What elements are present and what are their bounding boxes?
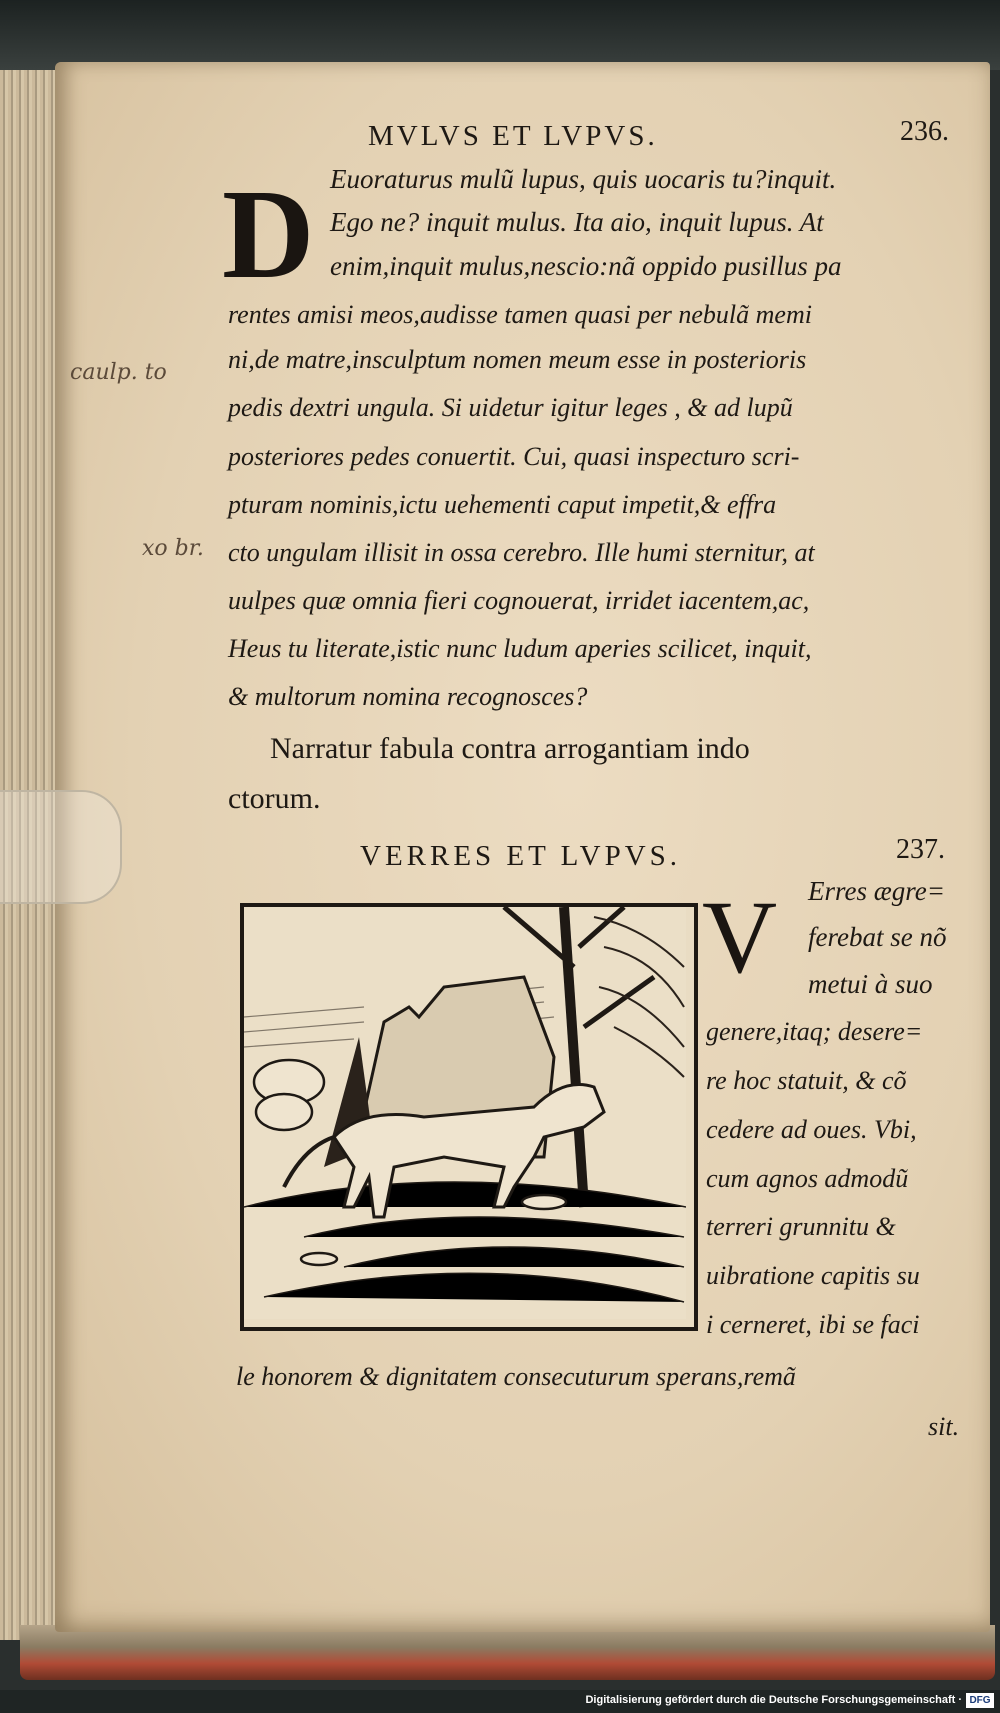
- text-line: Euoraturus mulũ lupus, quis uocaris tu?inquit.: [330, 164, 837, 194]
- text-line: pturam nominis,ictu uehementi caput impetit,& effra: [228, 490, 777, 519]
- margin-note: caulp. to: [70, 360, 167, 385]
- text-line: ferebat se nõ: [808, 922, 947, 952]
- moral-line: Narratur fabula contra arrogantiam indo: [270, 732, 750, 765]
- text-line: cum agnos admodũ: [706, 1164, 909, 1193]
- woodcut-art: [244, 907, 686, 1319]
- dropcap-v: V: [702, 880, 778, 995]
- text-line: terreri grunnitu &: [706, 1212, 896, 1241]
- text-line: rentes amisi meos,audisse tamen quasi per nebulã memi: [228, 300, 812, 329]
- text-line: enim,inquit mulus,nescio:nã oppido pusillus pa: [330, 251, 842, 281]
- text-line: cedere ad oues. Vbi,: [706, 1115, 917, 1144]
- dropcap-d: D: [222, 163, 315, 305]
- running-title: MVLVS ET LVPVS.: [368, 120, 658, 152]
- text-line: uulpes quæ omnia fieri cognouerat, irridet iacentem,ac,: [228, 586, 810, 615]
- page-number: 236.: [900, 116, 949, 147]
- text-line: pedis dextri ungula. Si uidetur igitur leges , & ad lupũ: [228, 393, 793, 422]
- woodcut-illustration: [240, 903, 698, 1331]
- text-line: metui à suo: [808, 969, 933, 999]
- text-line: ni,de matre,insculptum nomen meum esse in posterioris: [228, 345, 807, 374]
- text-line: uibratione capitis su: [706, 1261, 920, 1290]
- fable-number: 237.: [896, 834, 945, 865]
- moral-line: ctorum.: [228, 782, 321, 815]
- book-bottom-edge: [20, 1625, 995, 1680]
- text-line: Erres ægre=: [808, 876, 945, 906]
- text-line: i cerneret, ibi se faci: [706, 1310, 920, 1339]
- text-line: Ego ne? inquit mulus. Ita aio, inquit lupus. At: [330, 207, 824, 237]
- text-line: le honorem & dignitatem consecuturum sperans,remã: [236, 1362, 796, 1391]
- scan-background-top: [0, 0, 1000, 70]
- text-line: & multorum nomina recognosces?: [228, 682, 588, 711]
- text-line: cto ungulam illisit in ossa cerebro. Ille humi sternitur, at: [228, 538, 815, 567]
- clip-marker: [0, 790, 122, 904]
- text-line: re hoc statuit, & cõ: [706, 1066, 907, 1095]
- margin-note: xo br.: [142, 536, 204, 561]
- footer-credit: Digitalisierung gefördert durch die Deutsche Forschungsgemeinschaft ·: [585, 1694, 962, 1706]
- text-line: sit.: [928, 1412, 960, 1441]
- text-line: posteriores pedes conuertit. Cui, quasi inspecturo scri-: [228, 442, 800, 471]
- text-line: genere,itaq; desere=: [706, 1017, 923, 1046]
- text-line: Heus tu literate,istic nunc ludum aperies scilicet, inquit,: [228, 634, 812, 663]
- fable-title: VERRES ET LVPVS.: [360, 840, 682, 872]
- dfg-logo: DFG: [966, 1693, 994, 1708]
